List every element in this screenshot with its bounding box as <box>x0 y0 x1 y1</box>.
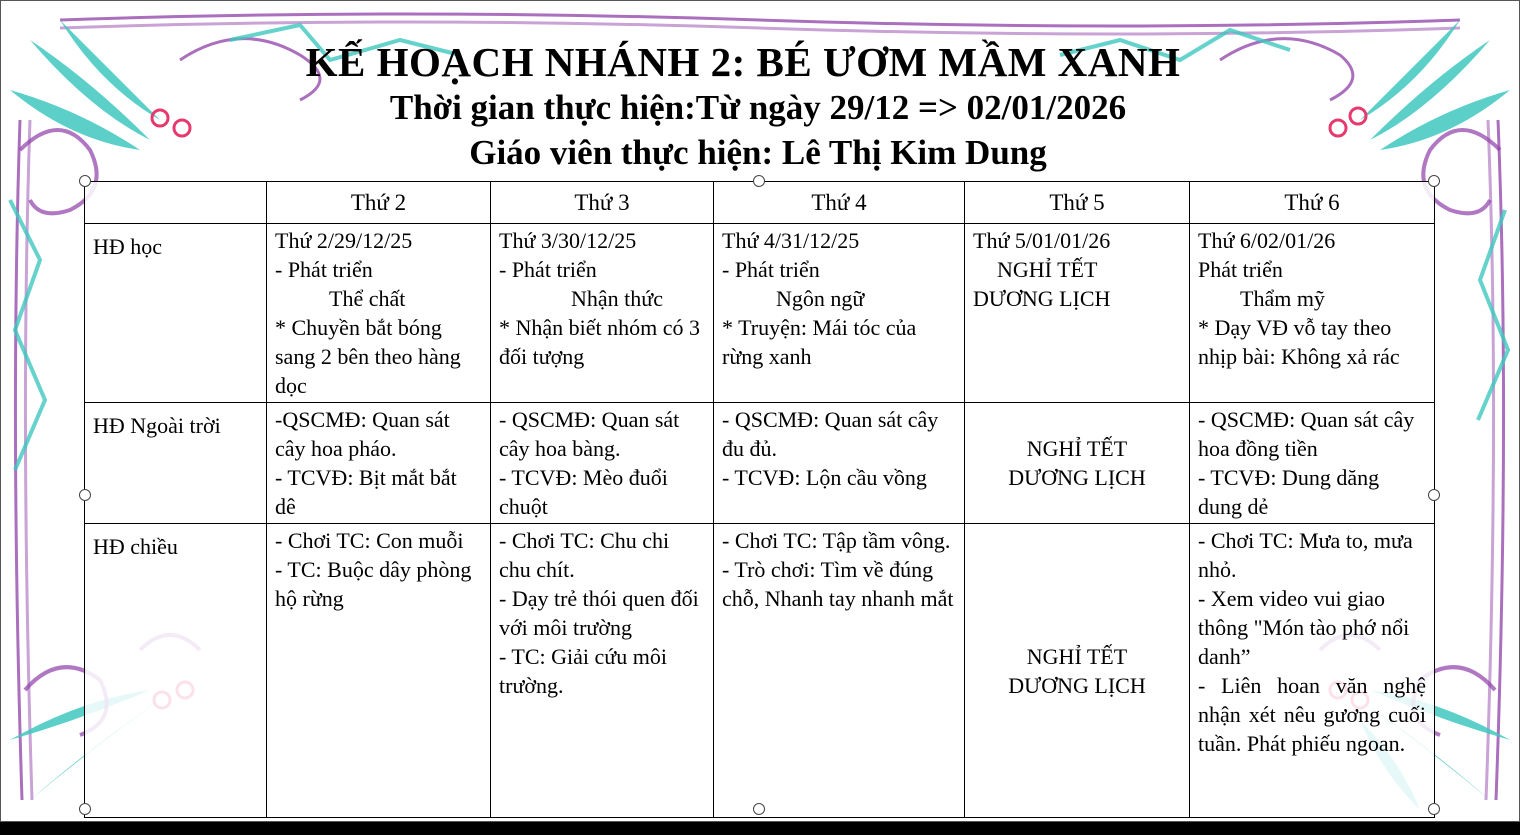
cell-line: - Phát triển <box>499 257 597 282</box>
cell-line: - Phát triển <box>275 257 373 282</box>
table-header-row <box>85 182 1435 224</box>
cell-line: NGHỈ TẾT <box>1026 643 1128 669</box>
table-row <box>85 224 1435 403</box>
cell-line: - QSCMĐ: Quan sát cây đu đủ. <box>722 407 939 461</box>
row-label-hd-ngoai-troi: HĐ Ngoài trời <box>85 403 267 524</box>
cell-line: Thứ 2/29/12/25 <box>275 228 413 253</box>
cell-line: - Dạy trẻ thói quen đối với môi trường <box>499 586 699 640</box>
table-row <box>85 403 1435 524</box>
column-header-thu-5: Thứ 5 <box>965 182 1190 224</box>
cell-line: Thứ 6/02/01/26 <box>1198 228 1336 253</box>
cell-line: Ngôn ngữ <box>776 286 865 311</box>
column-header-thu-4: Thứ 4 <box>714 182 965 224</box>
cell-line: NGHỈ TẾT <box>1026 436 1128 461</box>
column-header-thu-6: Thứ 6 <box>1190 182 1435 224</box>
cell-line: - QSCMĐ: Quan sát cây hoa bàng. <box>499 407 680 461</box>
bottom-edge-strip <box>0 822 1520 835</box>
cell-line: Phát triển <box>1198 257 1283 282</box>
cell-line: - TC: Buộc dây phòng hộ rừng <box>275 557 472 611</box>
resize-handle-bottom-left[interactable] <box>79 803 91 815</box>
cell-hoc-thu-2[interactable] <box>267 224 491 403</box>
cell-line: * Dạy VĐ vỗ tay theo nhịp bài: Không xả rác <box>1198 315 1400 369</box>
plan-title: KẾ HOẠCH NHÁNH 2: BÉ ƯƠM MẦM XANH <box>305 39 1181 85</box>
plan-teacher: Giáo viên thực hiện: Lê Thị Kim Dung <box>469 133 1047 172</box>
cell-line: DƯƠNG LỊCH <box>1008 672 1146 698</box>
table-row <box>85 524 1435 818</box>
weekly-plan-table[interactable] <box>84 181 1435 818</box>
cell-line: - Xem video vui giao thông "Món tào phớ nổi danh” <box>1198 586 1410 669</box>
cell-chieu-thu-2[interactable] <box>267 524 491 818</box>
resize-handle-bottom[interactable] <box>753 803 765 815</box>
resize-handle-bottom-right[interactable] <box>1428 803 1440 815</box>
row-label-hd-hoc: HĐ học <box>85 224 267 403</box>
cell-chieu-thu-6[interactable] <box>1190 524 1435 818</box>
resize-handle-top-left[interactable] <box>79 175 91 187</box>
cell-ngoai-troi-thu-3[interactable] <box>491 403 714 524</box>
cell-ngoai-troi-thu-5[interactable] <box>965 403 1190 524</box>
resize-handle-left[interactable] <box>79 489 91 501</box>
resize-handle-top[interactable] <box>753 175 765 187</box>
cell-ngoai-troi-thu-4[interactable] <box>714 403 965 524</box>
cell-line: - Chơi TC: Chu chi chu chít. <box>499 528 670 582</box>
cell-hoc-thu-5[interactable] <box>965 224 1190 403</box>
cell-line: - TCVĐ: Bịt mắt bắt dê <box>275 465 457 519</box>
cell-line: - Trò chơi: Tìm về đúng chỗ, Nhanh tay nhanh mắt <box>722 557 954 611</box>
cell-line: * Nhận biết nhóm có 3 đối tượng <box>499 315 701 369</box>
cell-line: Thể chất <box>329 286 406 311</box>
header-empty-cell <box>85 182 267 224</box>
cell-line: Nhận thức <box>571 286 663 311</box>
cell-chieu-thu-5[interactable] <box>965 524 1190 818</box>
cell-chieu-thu-3[interactable] <box>491 524 714 818</box>
cell-line: NGHỈ TẾT <box>997 257 1098 282</box>
cell-line: * Truyện: Mái tóc của rừng xanh <box>722 315 917 369</box>
cell-line: - TCVĐ: Lộn cầu vồng <box>722 465 927 490</box>
cell-hoc-thu-6[interactable] <box>1190 224 1435 403</box>
cell-line: - Chơi TC: Mưa to, mưa nhỏ. <box>1198 528 1413 582</box>
cell-line: DƯƠNG LỊCH <box>973 286 1111 311</box>
cell-line: * Chuyền bắt bóng sang 2 bên theo hàng dọc <box>275 315 461 398</box>
cell-line: Thứ 5/01/01/26 <box>973 228 1111 253</box>
cell-line: -QSCMĐ: Quan sát cây hoa pháo. <box>275 407 450 461</box>
cell-ngoai-troi-thu-6[interactable] <box>1190 403 1435 524</box>
cell-ngoai-troi-thu-2[interactable] <box>267 403 491 524</box>
column-header-thu-2: Thứ 2 <box>267 182 491 224</box>
cell-hoc-thu-4[interactable] <box>714 224 965 403</box>
cell-line: - Liên hoan văn nghệ nhận xét nêu gương cuối tuần. Phát phiếu ngoan. <box>1198 673 1426 756</box>
cell-line: Thẩm mỹ <box>1240 286 1325 311</box>
cell-hoc-thu-3[interactable] <box>491 224 714 403</box>
cell-chieu-thu-4[interactable] <box>714 524 965 818</box>
column-header-thu-3: Thứ 3 <box>491 182 714 224</box>
cell-line: - TC: Giải cứu môi trường. <box>499 644 667 698</box>
cell-line: - QSCMĐ: Quan sát cây hoa đồng tiền <box>1198 407 1415 461</box>
cell-line: Thứ 3/30/12/25 <box>499 228 637 253</box>
cell-line: - Chơi TC: Tập tầm vông. <box>722 528 951 553</box>
cell-line: Thứ 4/31/12/25 <box>722 228 860 253</box>
row-label-hd-chieu: HĐ chiều <box>85 524 267 818</box>
cell-line: - Chơi TC: Con muỗi <box>275 528 464 553</box>
cell-line: - Phát triển <box>722 257 820 282</box>
cell-line: - TCVĐ: Dung dăng dung dẻ <box>1198 465 1380 519</box>
resize-handle-top-right[interactable] <box>1428 175 1440 187</box>
cell-line: - TCVĐ: Mèo đuổi chuột <box>499 465 668 519</box>
cell-line: DƯƠNG LỊCH <box>1008 465 1146 490</box>
resize-handle-right[interactable] <box>1428 489 1440 501</box>
plan-time-range: Thời gian thực hiện:Từ ngày 29/12 => 02/01/2026 <box>389 88 1127 127</box>
